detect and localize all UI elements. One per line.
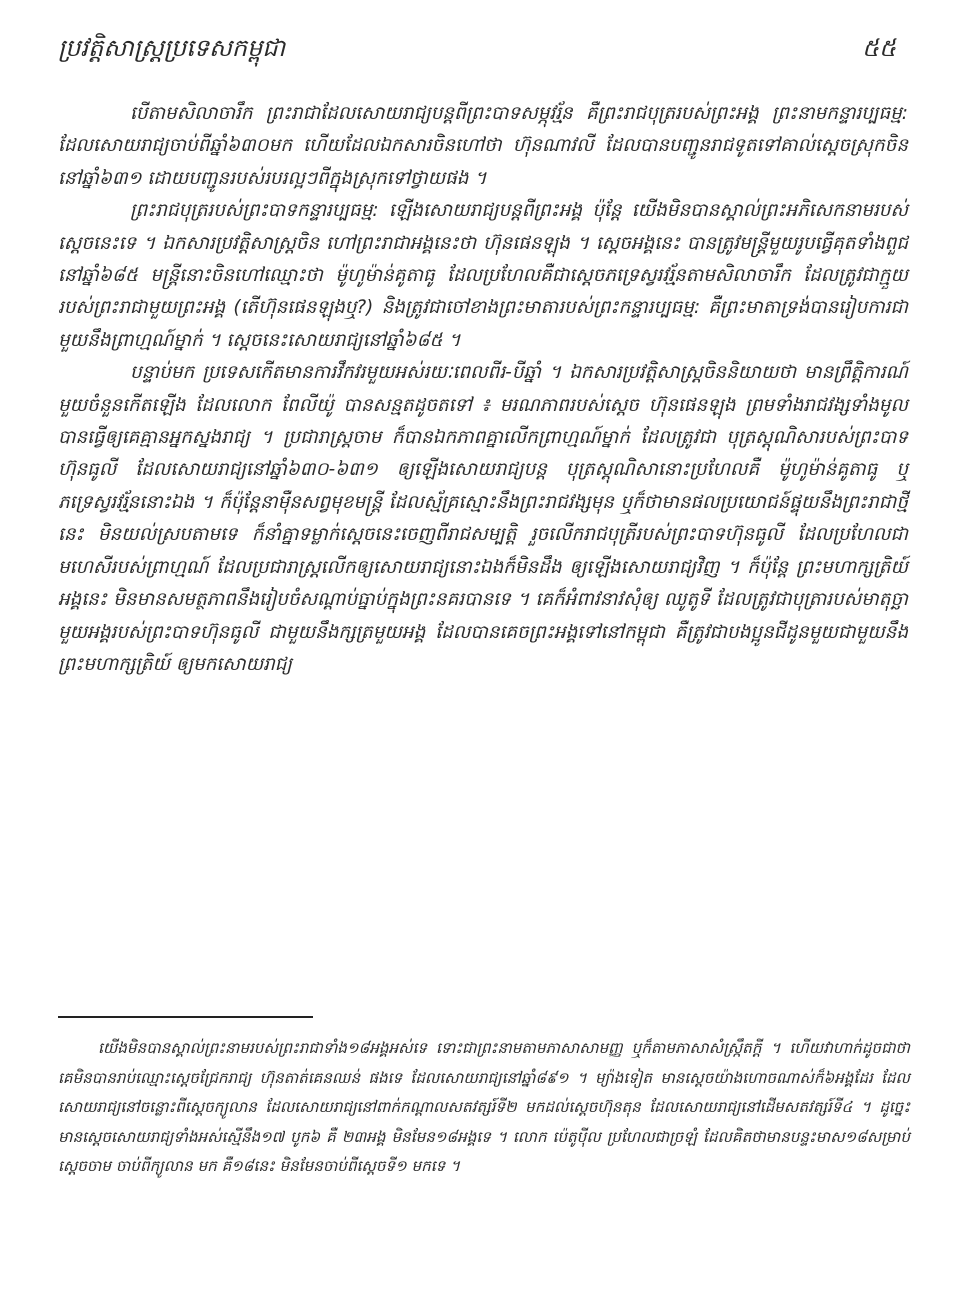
paragraph: ព្រះរាជបុត្ររបស់ព្រះបាទកន្ទារប្បធម្ម: ឡើងសោយរាជ្យបន្តពីព្រះអង្គ ប៉ុន្តែ យើងមិនបានស្គាល់ព្រះអភិសេកនាមរបស់ស្តេចនេះទេ ។ ឯកសារប្រវត្តិសាស្ត្រចិន ហៅព្រះរាជាអង្គនេះថា ហ៊ុនផេនឡុង ។ ស្តេចអង្គនេះ បានត្រូវមន្ត្រីមួយរូបធ្វើគុតទាំងពួជ នៅឆ្នាំ៦៨៥ មន្ត្រីនោះចិនហៅឈ្មោះថា ម៉ូហូម៉ាន់គូតាធូ ដែលប្រហែលគឺជាស្តេចភទ្រេស្វរវរ្ម័នតាមសិលាចារឹក ដែលត្រូវជាក្មួយរបស់ព្រះរាជាមួយព្រះអង្គ (តើហ៊ុនផេនឡុងឬ?) និងត្រូវជាចៅខាងព្រះមាតារបស់ព្រះកន្ទារប្បធម្ម: គឺព្រះមាតាទ្រង់បានរៀបការជាមួយនឹងព្រាហ្មណ៍ម្នាក់ ។ ស្តេចនេះសោយរាជ្យនៅឆ្នាំ៦៨៥ ។ xyxy=(58,200,908,351)
footnote-divider xyxy=(58,1016,313,1018)
footnote xyxy=(58,1034,910,1182)
running-head xyxy=(58,28,902,68)
footnote-text: យើងមិនបានស្គាល់ព្រះនាមរបស់ព្រះរាជាទាំង១៨អង្គអស់ទេ ទោះជាព្រះនាមតាមភាសាសាមញ្ញ ឬក៏តាមភាសាសំស្ក្រឹតក្តី ។ ហើយវាហាក់ដូចជាថា គេមិនបានរាប់ឈ្មោះស្តេចជ្រែករាជ្យ ហ៊ុនតាត់គេនឈន់ ផងទេ ដែលសោយរាជ្យនៅឆ្នាំ៨៩១ ។ ម្យ៉ាងទៀត មានស្តេចយ៉ាងហោចណាស់ក៏៦អង្គដែរ ដែលសោយរាជ្យនៅចន្លោះពីស្តេចក្យូលាន ដែលសោយរាជ្យនៅពាក់កណ្តាលសតវត្សរ៍ទី២ មកដល់ស្តេចហ៊ុនតុន ដែលសោយរាជ្យនៅដើមសតវត្សរ៍ទី៤ ។ ដូច្នេះមានស្តេចសោយរាជ្យទាំងអស់ស្មើនឹង១៧ បូក៦ គឺ ២៣អង្គ មិនមែន១៨អង្គទេ ។ លោក ប៉េតូប៉ីល ប្រហែលជាច្រឡំ ដែលគិតថាមានបន្ទះមាស១៨សម្រាប់ស្តេចចាម ចាប់ពីក្យូលាន មក គឺ១៨នេះ មិនមែនចាប់ពីស្តេចទី១ មកទេ ។ xyxy=(58,1039,910,1176)
page-number: ៥៥ xyxy=(862,34,896,62)
running-title: ប្រវត្តិសាស្ត្រប្រទេសកម្ពុជា xyxy=(58,34,286,62)
paragraph: បើតាមសិលាចារឹក ព្រះរាជាដែលសោយរាជ្យបន្តពីព្រះបាទសម្ភុវរ្ម័ន គឺព្រះរាជបុត្ររបស់ព្រះអង្គ ព្រះនាមកន្ទារប្បធម្ម: ដែលសោយរាជ្យចាប់ពីឆ្នាំ៦៣០មក ហើយដែលឯកសារចិនហៅថា ហ៊ុនណាវលី ដែលបានបញ្ជូនរាជទូតទៅគាល់ស្តេចស្រុកចិននៅឆ្នាំ៦៣១ ដោយបញ្ជូនរបស់របរល្អៗពីក្នុងស្រុកទៅថ្វាយផង ។ xyxy=(58,103,908,189)
body-text xyxy=(58,98,908,681)
paragraph: បន្ទាប់មក ប្រទេសកើតមានការវឹកវរមួយអស់រយៈពេលពីរ-បីឆ្នាំ ។ ឯកសារប្រវត្តិសាស្ត្រចិននិយាយថា មានព្រឹត្តិការណ៍មួយចំនួនកើតឡើង ដែលលោក ពែលីយ៉ូ បានសន្មតដូចតទៅ ៖ មរណភាពរបស់ស្តេច ហ៊ុនផេនឡុង ព្រមទាំងរាជវង្សទាំងមូលបានធ្វើឲ្យគេគ្មានអ្នកស្នងរាជ្យ ។ ប្រជារាស្ត្រចាម ក៏បានឯកភាពគ្នាលើកព្រាហ្មណ៍ម្នាក់ ដែលត្រូវជា បុត្រស្ដុណិសារបស់ព្រះបាទហ៊ុនធូលី ដែលសោយរាជ្យនៅឆ្នាំ៦៣០-៦៣១ ឲ្យឡើងសោយរាជ្យបន្ត បុត្រស្ដុណិសានោះប្រហែលគឺ ម៉ូហូម៉ាន់គូតាធូ ឬ ភទ្រេស្វរវរ្ម័ននោះឯង ។ ក៏ប៉ុន្តែនាម៉ឺនសព្វមុខមន្ត្រី ដែលស្ម័គ្រស្មោះនឹងព្រះរាជវង្សមុន ឬក៏ថាមានផលប្រយោជន៍ផ្ទុយនឹងព្រះរាជាថ្មីនេះ មិនយល់ស្របតាមទេ ក៏នាំគ្នាទម្លាក់ស្តេចនេះចេញពីរាជសម្បត្តិ រួចលើករាជបុត្រីរបស់ព្រះបាទហ៊ុនធូលី ដែលប្រហែលជាមហេសីរបស់ព្រាហ្មណ៍ ដែលប្រជារាស្ត្រលើកឲ្យសោយរាជ្យនោះឯងក៏មិនដឹង ឲ្យឡើងសោយរាជ្យវិញ ។ ក៏ប៉ុន្តែ ព្រះមហាក្សត្រិយ៍អង្គនេះ មិនមានសមត្ថភាពនឹងរៀបចំសណ្តាប់ធ្នាប់ក្នុងព្រះនគរបានទេ ។ គេក៏អំពាវនាវសុំឲ្យ ឈូតូទី ដែលត្រូវជាបុត្រារបស់មាតុច្ឆាមួយអង្គរបស់ព្រះបាទហ៊ុនធូលី ជាមួយនឹងក្សត្រមួយអង្គ ដែលបានគេចព្រះអង្គទៅនៅកម្ពុជា គឺត្រូវជាបងប្អូនជីដូនមួយជាមួយនឹងព្រះមហាក្សត្រិយ៍ ឲ្យមកសោយរាជ្យ xyxy=(58,362,908,675)
